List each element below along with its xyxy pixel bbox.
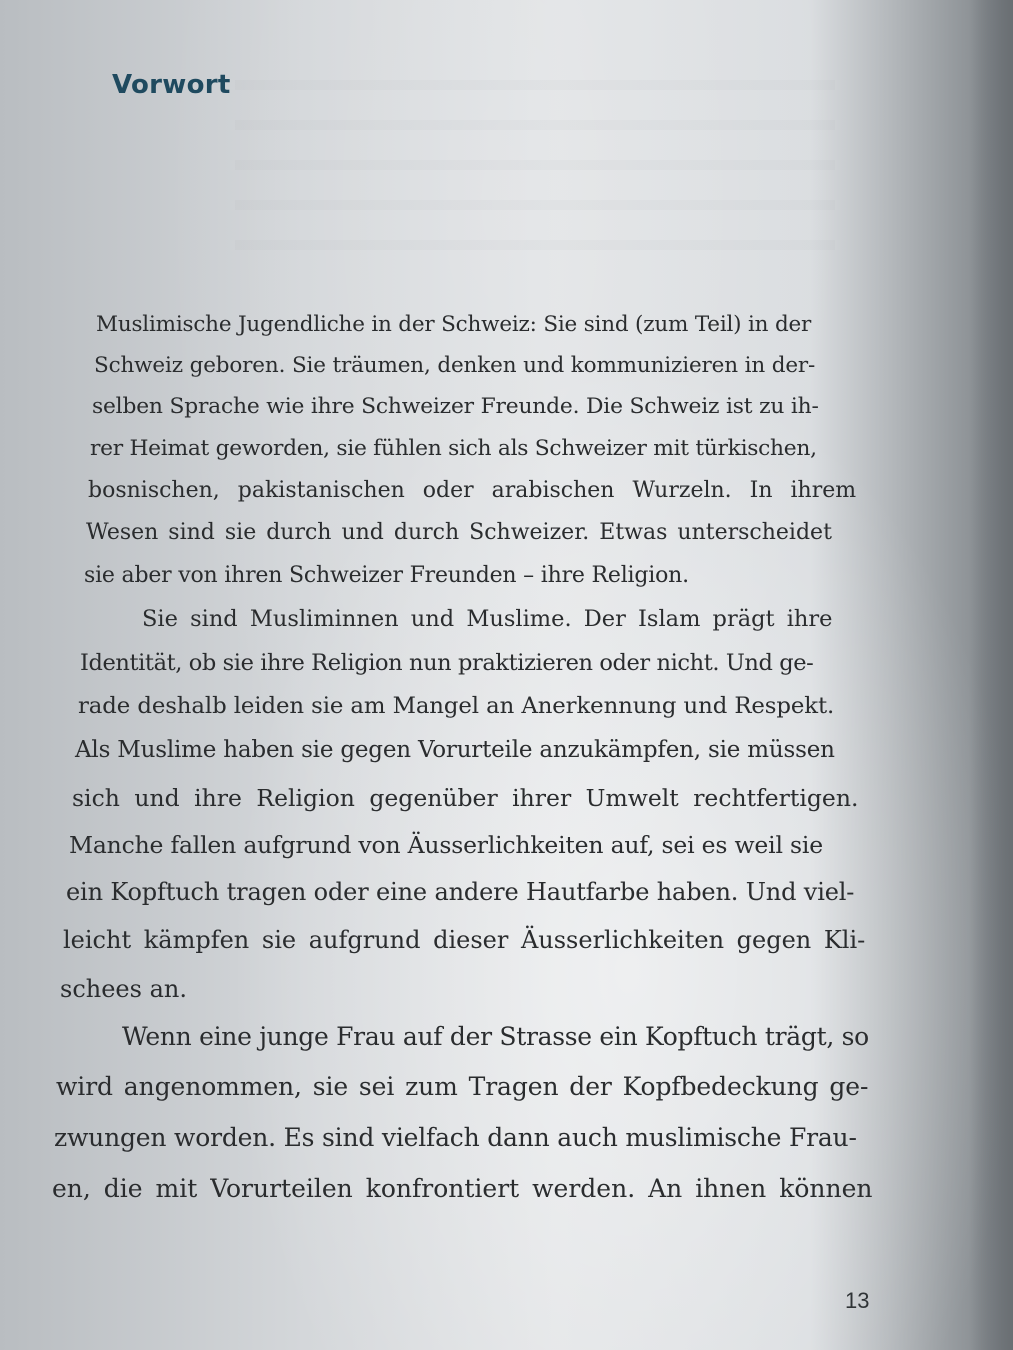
text-line: ein Kopftuch tragen oder eine andere Hautfarbe haben. Und viel- bbox=[66, 878, 855, 906]
text-line: Sie sind Musliminnen und Muslime. Der Islam prägt ihre bbox=[142, 606, 833, 632]
text-line: Wenn eine junge Frau auf der Strasse ein Kopftuch trägt, so bbox=[122, 1022, 869, 1051]
page-number: 13 bbox=[845, 1288, 870, 1313]
text-line: Identität, ob sie ihre Religion nun praktizieren oder nicht. Und ge- bbox=[80, 650, 814, 676]
text-line: schees an. bbox=[60, 975, 187, 1003]
text-line: Wesen sind sie durch und durch Schweizer. Etwas unterscheidet bbox=[86, 520, 832, 545]
text-line: rade deshalb leiden sie am Mangel an Anerkennung und Respekt. bbox=[78, 693, 835, 719]
text-line: en, die mit Vorurteilen konfrontiert werden. An ihnen können bbox=[52, 1174, 873, 1203]
text-line: leicht kämpfen sie aufgrund dieser Äusserlichkeiten gegen Kli- bbox=[63, 926, 866, 954]
text-line: wird angenommen, sie sei zum Tragen der Kopfbedeckung ge- bbox=[56, 1072, 869, 1101]
text-line: sie aber von ihren Schweizer Freunden – ihre Religion. bbox=[84, 563, 689, 588]
text-line: rer Heimat geworden, sie fühlen sich als Schweizer mit türkischen, bbox=[90, 436, 817, 461]
text-line: zwungen worden. Es sind vielfach dann auch muslimische Frau- bbox=[54, 1123, 857, 1152]
text-line: bosnischen, pakistanischen oder arabischen Wurzeln. In ihrem bbox=[88, 478, 857, 503]
text-line: sich und ihre Religion gegenüber ihrer Umwelt rechtfertigen. bbox=[72, 784, 859, 812]
text-line: Schweiz geboren. Sie träumen, denken und kommunizieren in der- bbox=[94, 353, 816, 378]
text-line: Manche fallen aufgrund von Äusserlichkeiten auf, sei es weil sie bbox=[69, 831, 823, 859]
text-line: Muslimische Jugendliche in der Schweiz: Sie sind (zum Teil) in der bbox=[96, 312, 812, 337]
text-line: Als Muslime haben sie gegen Vorurteile anzukämpfen, sie müssen bbox=[75, 737, 835, 763]
chapter-heading: Vorwort bbox=[112, 70, 231, 100]
text-line: selben Sprache wie ihre Schweizer Freunde. Die Schweiz ist zu ih- bbox=[92, 394, 819, 419]
